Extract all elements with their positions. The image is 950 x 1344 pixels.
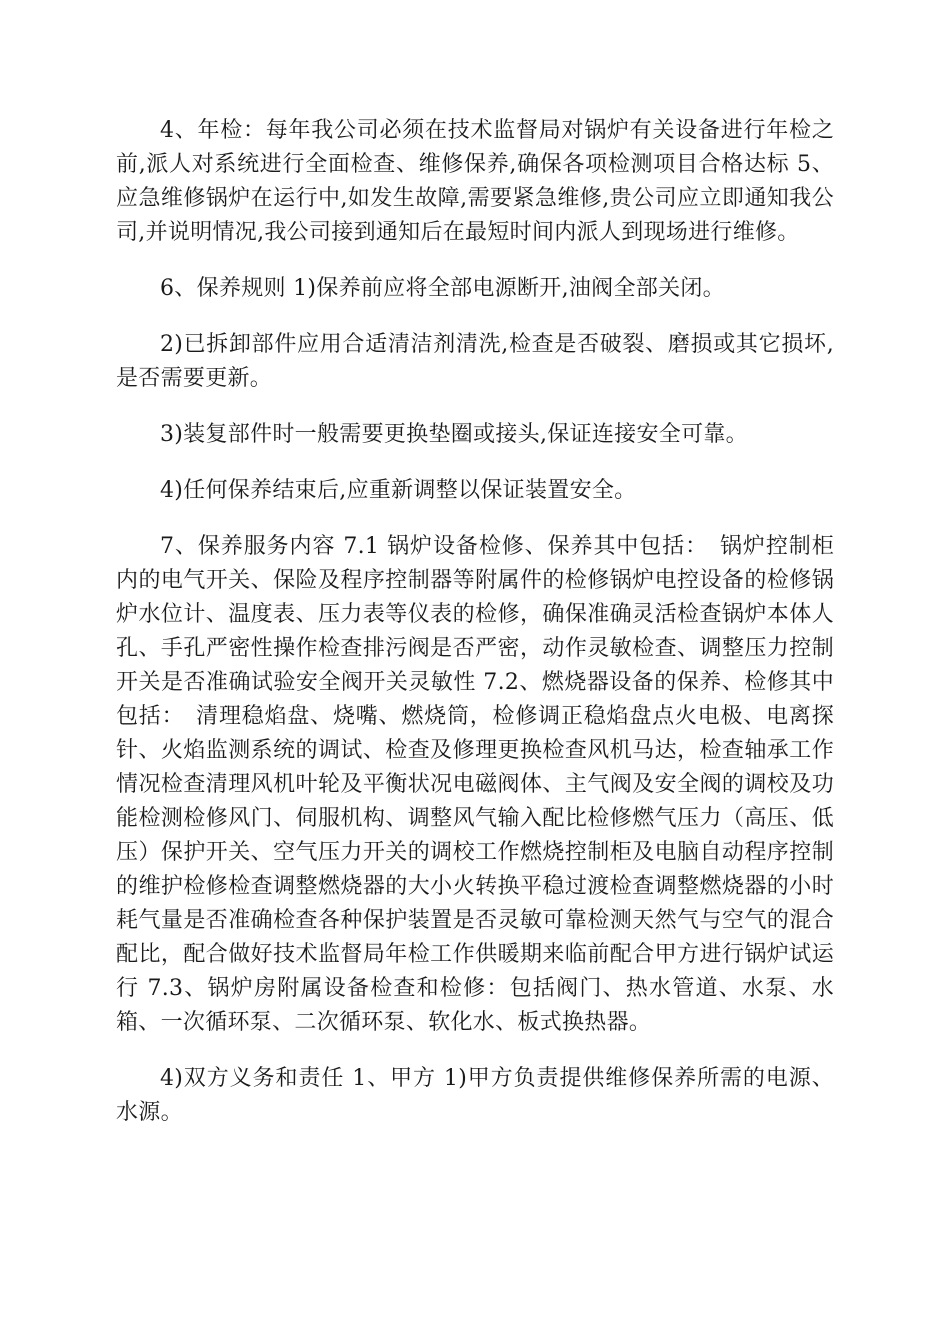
document-body xyxy=(116,114,834,1152)
paragraph-service-content: 7、保养服务内容 7.1 锅炉设备检修、保养其中包括： 锅炉控制柜内的电气开关、保险及程序控制器等附属件的检修锅炉电控设备的检修锅炉水位计、温度表、压力表等仪表的检修，确保准确灵活检查锅炉本体人孔、手孔严密性操作检查排污阀是否严密，动作灵敏检查、调整压力控制开关是否准确试验安全阀开关灵敏性 7.2、燃烧器设备的保养、检修其中包括： 清理稳焰盘、烧嘴、燃烧筒，检修调正稳焰盘点火电极、电离探针、火焰监测系统的调试、检查及修理更换检查风机马达，检查轴承工作情况检查清理风机叶轮及平衡状况电磁阀体、主气阀及安全阀的调校及功能检测检修风门、伺服机构、调整风气输入配比检修燃气压力（高压、低压）保护开关、空气压力开关的调校工作燃烧控制柜及电脑自动程序控制的维护检修检查调整燃烧器的大小火转换平稳过渡检查调整燃烧器的小时耗气量是否准确检查各种保护装置是否灵敏可靠检测天然气与空气的混合配比，配合做好技术监督局年检工作供暖期来临前配合甲方进行锅炉试运行 7.3、锅炉房附属设备检查和检修：包括阀门、热水管道、水泵、水箱、一次循环泵、二次循环泵、软化水、板式换热器。 xyxy=(116,534,834,1035)
paragraph-rule-4: 4)任何保养结束后,应重新调整以保证装置安全。 xyxy=(160,478,637,503)
paragraph-annual-inspection: 4、年检：每年我公司必须在技术监督局对锅炉有关设备进行年检之前,派人对系统进行全面检查、维修保养,确保各项检测项目合格达标 5、应急维修锅炉在运行中,如发生故障,需要紧急维修,贵公司应立即通知我公司,并说明情况,我公司接到通知后在最短时间内派人到现场进行维修。 xyxy=(116,118,834,245)
paragraph-obligations: 4)双方义务和责任 1、甲方 1)甲方负责提供维修保养所需的电源、水源。 xyxy=(116,1066,834,1125)
paragraph-rule-3: 3)装复部件时一般需要更换垫圈或接头,保证连接安全可靠。 xyxy=(160,422,748,447)
paragraph-maintenance-rules: 6、保养规则 1)保养前应将全部电源断开,油阀全部关闭。 xyxy=(160,276,725,301)
paragraph-rule-2: 2)已拆卸部件应用合适清洁剂清洗,检查是否破裂、磨损或其它损坏,是否需要更新。 xyxy=(116,332,834,391)
